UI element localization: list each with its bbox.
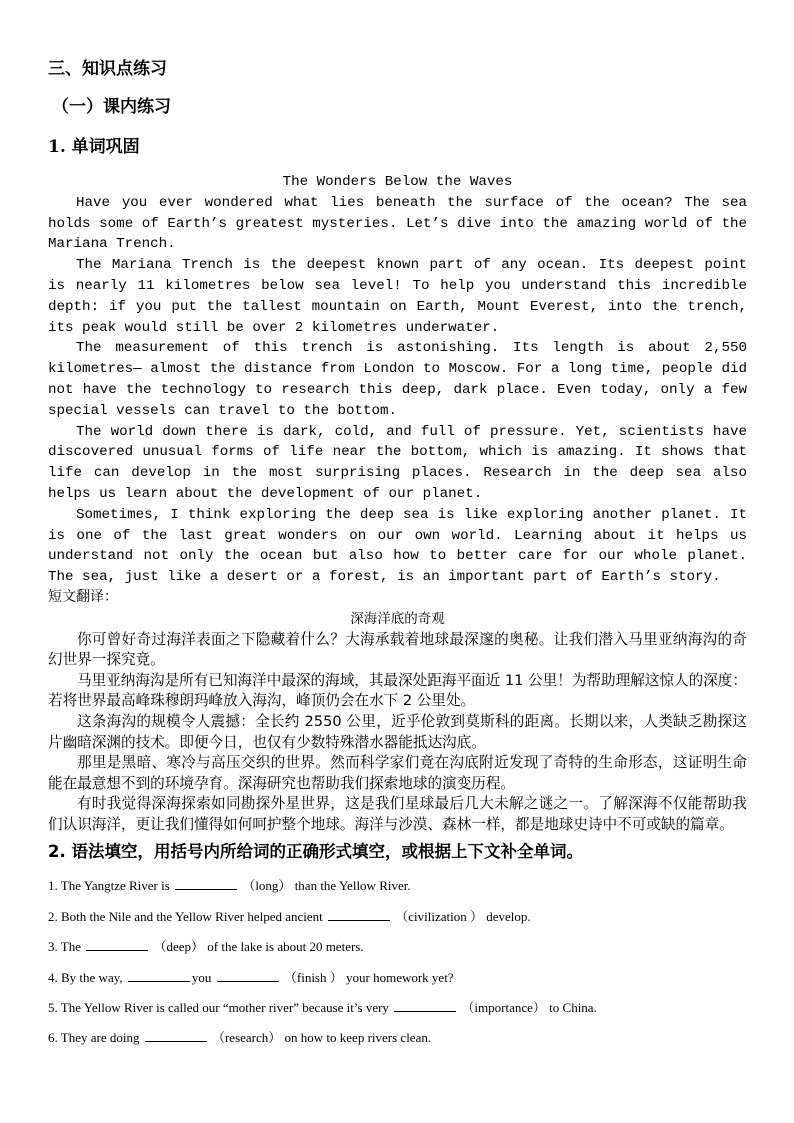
exercise-item xyxy=(48,999,747,1016)
article-paragraph: The measurement of this trench is astonishing. Its length is about 2,550 kilometres— almost the distance from London to Moscow. For a long time, people did not have the technology to research this deep, dark place. Even today, only a few special vessels can travel to the bottom. xyxy=(48,340,747,419)
exercise-text: 2. Both the Nile and the Yellow River helped ancient xyxy=(48,908,323,924)
exercise-hint: （finish ） xyxy=(283,969,343,985)
answer-blank[interactable] xyxy=(328,908,390,921)
translation-paragraph: 有时我觉得深海探索如同勘探外星世界，这是我们星球最后几大未解之谜之一。了解深海不仅能帮助我们认识海洋，更让我们懂得如何呵护整个地球。海洋与沙漠、森林一样，都是地球史诗中不可或缺的篇章。 xyxy=(48,795,747,833)
translation-paragraph: 这条海沟的规模令人震撼：全长约 2550 公里，近乎伦敦到莫斯科的距离。长期以来，人类缺乏勘探这片幽暗深渊的技术。即便今日，也仅有少数特殊潜水器能抵达沟底。 xyxy=(48,712,747,751)
article-paragraph: Sometimes, I think exploring the deep sea is like exploring another planet. It is one of the last great wonders on our own world. Learning about it helps us understand not only the ocean but also how to better care for our whole planet. The sea, just like a desert or a forest, is an important part of Earth’s story. xyxy=(48,506,747,586)
section-heading: 三、知识点练习 xyxy=(48,59,167,79)
answer-blank[interactable] xyxy=(86,938,148,951)
article-paragraph: The Mariana Trench is the deepest known part of any ocean. Its deepest point is nearly 11 kilometres below sea level! To help you understand this incredible depth: if you put the tallest mountain on Earth, Mount Everest, into the trench, its peak would still be over 2 kilometres underwater. xyxy=(48,257,747,336)
exercise-hint: （importance） xyxy=(461,1000,546,1016)
translation-paragraph: 那里是黑暗、寒冷与高压交织的世界。然而科学家们竟在沟底附近发现了奇特的生命形态，这证明生命能在最意想不到的环境孕育。深海研究也帮助我们探索地球的演变历程。 xyxy=(48,754,747,792)
translation-paragraph: 马里亚纳海沟是所有已知海洋中最深的海域，其最深处距海平面近 11 公里！为帮助理解这惊人的深度：若将世界最高峰珠穆朗玛峰放入海沟，峰顶仍会在水下 2 公里处。 xyxy=(48,671,747,710)
exercise-hint: （research） xyxy=(211,1030,282,1046)
exercise-item xyxy=(48,969,747,986)
translation-label: 短文翻译： xyxy=(48,588,118,605)
translation-paragraph: 你可曾好奇过海洋表面之下隐藏着什么？大海承载着地球最深邃的奥秘。让我们潜入马里亚纳海沟的奇幻世界一探究竟。 xyxy=(48,630,747,669)
exercise-text: than the Yellow River. xyxy=(294,878,411,894)
exercise-text: to China. xyxy=(549,1000,597,1016)
answer-blank[interactable] xyxy=(217,969,279,982)
exercise-item xyxy=(48,908,747,925)
article-paragraph: Have you ever wondered what lies beneath the surface of the ocean? The sea holds some of Earth’s greatest mysteries. Let’s dive into the amazing world of the Mariana Trench. xyxy=(48,194,747,253)
exercise-text: develop. xyxy=(486,908,531,924)
answer-blank[interactable] xyxy=(128,969,190,982)
part2-heading: 2. 语法填空，用括号内所给词的正确形式填空，或根据上下文补全单词。 xyxy=(48,842,583,862)
exercise-text: 1. The Yangtze River is xyxy=(48,878,170,894)
exercise-list xyxy=(48,877,747,1046)
article-title: The Wonders Below the Waves xyxy=(282,174,513,190)
sub-heading: （一）课内练习 xyxy=(52,97,171,117)
exercise-text: of the lake is about 20 meters. xyxy=(207,939,364,955)
translation-title: 深海洋底的奇观 xyxy=(350,610,445,627)
answer-blank[interactable] xyxy=(145,1029,207,1042)
exercise-text: 3. The xyxy=(48,939,81,955)
english-article xyxy=(48,172,747,588)
exercise-item xyxy=(48,877,747,894)
part1-heading: 1. 单词巩固 xyxy=(48,137,140,157)
exercise-item xyxy=(48,1029,747,1046)
exercise-text: your homework yet? xyxy=(346,969,454,985)
exercise-text: on how to keep rivers clean. xyxy=(284,1030,432,1046)
exercise-text: 5. The Yellow River is called our “mother river” because it’s very xyxy=(48,1000,389,1016)
exercise-hint: （civilization ） xyxy=(395,908,483,924)
article-paragraph: The world down there is dark, cold, and full of pressure. Yet, scientists have discovered unusual forms of life near the bottom, which is amazing. It shows that life can develop in the most surprising places. Research in the deep sea also helps us learn about the development of our planet. xyxy=(48,423,747,502)
exercise-text: you xyxy=(191,969,212,985)
answer-blank[interactable] xyxy=(175,877,237,890)
answer-blank[interactable] xyxy=(394,999,456,1012)
exercise-text: 4. By the way, xyxy=(48,969,123,985)
exercise-item xyxy=(48,938,747,955)
chinese-translation xyxy=(48,609,747,836)
exercise-hint: （deep） xyxy=(153,939,205,955)
exercise-hint: （long） xyxy=(242,878,292,894)
exercise-text: 6. They are doing xyxy=(48,1030,140,1046)
